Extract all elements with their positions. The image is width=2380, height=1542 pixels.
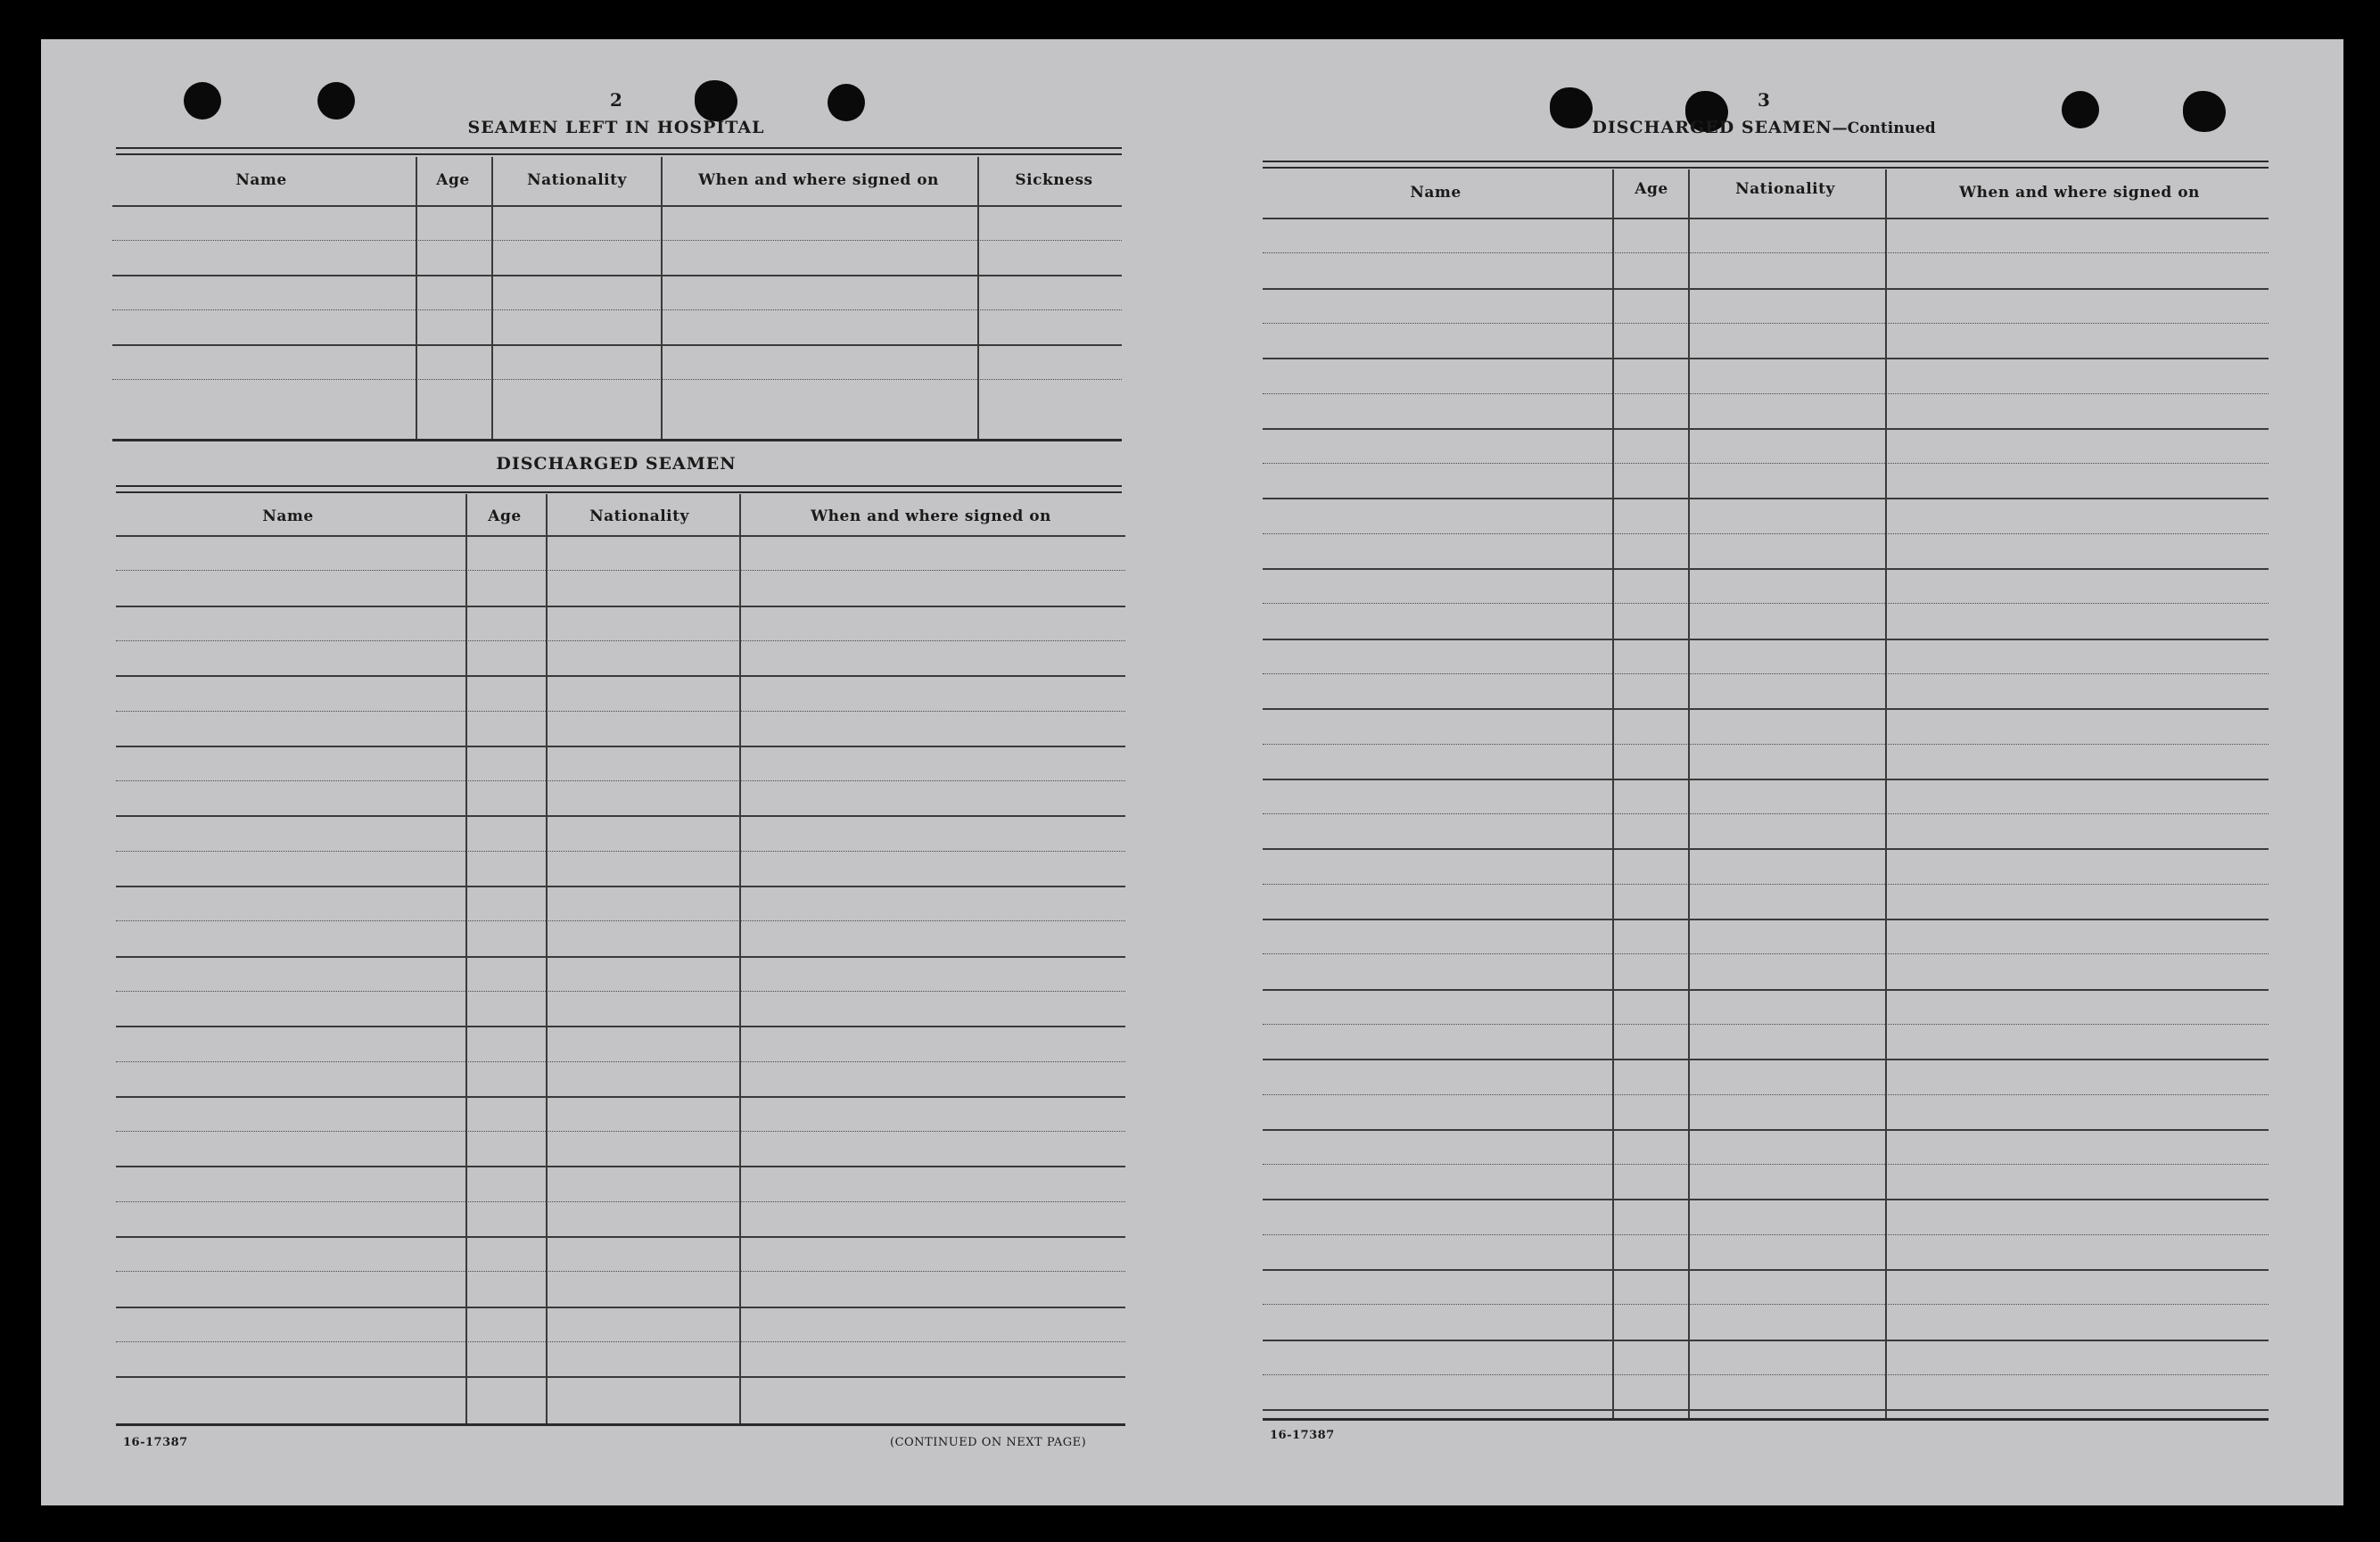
section-rule [1263, 161, 2269, 169]
column-header-nationality: Nationality [1735, 180, 1835, 198]
ruled-line [1263, 323, 2269, 324]
ruled-line [1263, 568, 2269, 570]
ruled-line [112, 275, 1122, 276]
column-header-name: Name [1410, 184, 1462, 202]
ruled-line [116, 1307, 1125, 1308]
column-header-sickness: Sickness [1015, 171, 1093, 189]
column-divider [739, 494, 741, 1423]
ruled-line [1263, 1094, 2269, 1095]
column-header-signed-on: When and where signed on [811, 507, 1051, 525]
ruled-line [1263, 1024, 2269, 1025]
ruled-line [112, 379, 1122, 380]
ruled-line [1263, 1059, 2269, 1060]
ruled-line [1263, 1199, 2269, 1200]
ruled-line [116, 1376, 1125, 1378]
section-rule [116, 485, 1122, 493]
column-divider [416, 157, 417, 439]
ruled-line [116, 1166, 1125, 1167]
ruled-line [112, 344, 1122, 346]
section-title-suffix: —Continued [1832, 120, 1936, 137]
ruled-line [1263, 358, 2269, 359]
ruled-line [116, 675, 1125, 677]
table-bottom-rule [116, 1423, 1125, 1426]
form-number: 16-17387 [1270, 1429, 1335, 1442]
ruled-line [1263, 884, 2269, 885]
continued-section-title [1592, 118, 1935, 137]
ruled-line [116, 1096, 1125, 1098]
ruled-line [1263, 708, 2269, 710]
punch-hole [184, 82, 221, 120]
ruled-line [1263, 1374, 2269, 1375]
ruled-line [1263, 673, 2269, 674]
continued-note: (CONTINUED ON NEXT PAGE) [890, 1436, 1087, 1449]
ruled-line [1263, 848, 2269, 850]
column-header-nationality: Nationality [527, 171, 627, 189]
ruled-line [1263, 1409, 2269, 1411]
ruled-line [1263, 498, 2269, 499]
column-divider [1612, 169, 1614, 1418]
ruled-line [112, 205, 1122, 207]
punch-hole [1550, 87, 1593, 128]
column-header-age: Age [436, 171, 470, 189]
column-divider [1688, 169, 1690, 1418]
punch-hole [2062, 91, 2099, 128]
section-rule [116, 147, 1122, 155]
punch-hole [317, 82, 355, 120]
page-number: 2 [610, 89, 622, 111]
ruled-line [116, 746, 1125, 747]
form-sheet [41, 39, 2343, 1505]
ruled-line [116, 570, 1125, 571]
punch-hole [2183, 91, 2226, 132]
section-title-main: DISCHARGED SEAMEN [1592, 118, 1832, 137]
ruled-line [1263, 393, 2269, 394]
hospital-section-title: SEAMEN LEFT IN HOSPITAL [467, 118, 765, 137]
ruled-line [1263, 1304, 2269, 1305]
column-divider [546, 494, 548, 1423]
ruled-line [1263, 428, 2269, 430]
punch-hole [695, 80, 737, 121]
column-header-name: Name [262, 507, 314, 525]
ruled-line [116, 920, 1125, 921]
ruled-line [1263, 813, 2269, 814]
ruled-line [1263, 1234, 2269, 1235]
ruled-line [116, 991, 1125, 992]
ruled-line [116, 780, 1125, 781]
column-divider [661, 157, 663, 439]
form-number: 16-17387 [123, 1436, 188, 1449]
ruled-line [116, 1341, 1125, 1342]
ruled-line [116, 606, 1125, 607]
ruled-line [116, 815, 1125, 817]
ruled-line [116, 851, 1125, 852]
column-divider [491, 157, 493, 439]
ruled-line [1263, 989, 2269, 991]
column-header-age: Age [488, 507, 522, 525]
table-bottom-rule [112, 439, 1122, 441]
ruled-line [116, 1026, 1125, 1027]
column-divider [977, 157, 979, 439]
column-header-signed-on: When and where signed on [698, 171, 939, 189]
ruled-line [1263, 639, 2269, 640]
column-header-name: Name [235, 171, 287, 189]
column-header-age: Age [1635, 180, 1668, 198]
ruled-line [116, 1236, 1125, 1238]
ruled-line [1263, 779, 2269, 780]
ruled-line [1263, 533, 2269, 534]
column-header-nationality: Nationality [589, 507, 689, 525]
ruled-line [1263, 252, 2269, 253]
ruled-line [1263, 1129, 2269, 1131]
ruled-line [1263, 953, 2269, 954]
column-divider [1885, 169, 1887, 1418]
ruled-line [1263, 1340, 2269, 1341]
ruled-line [116, 1201, 1125, 1202]
column-header-signed-on: When and where signed on [1959, 184, 2200, 202]
ruled-line [1263, 1164, 2269, 1165]
ruled-line [1263, 919, 2269, 920]
ruled-line [1263, 1269, 2269, 1271]
ruled-line [1263, 603, 2269, 604]
discharged-section-title: DISCHARGED SEAMEN [496, 454, 737, 474]
ruled-line [116, 535, 1125, 537]
ruled-line [116, 1131, 1125, 1132]
ruled-line [116, 640, 1125, 641]
ruled-line [116, 886, 1125, 887]
page-number: 3 [1758, 89, 1770, 111]
ruled-line [112, 240, 1122, 241]
column-divider [465, 494, 467, 1423]
ruled-line [116, 711, 1125, 712]
table-bottom-rule [1263, 1418, 2269, 1421]
ruled-line [112, 309, 1122, 310]
ruled-line [1263, 744, 2269, 745]
ruled-line [1263, 463, 2269, 464]
ruled-line [1263, 288, 2269, 290]
ruled-line [1263, 218, 2269, 219]
ruled-line [116, 956, 1125, 958]
ruled-line [116, 1271, 1125, 1272]
ruled-line [116, 1061, 1125, 1062]
punch-hole [828, 84, 865, 121]
